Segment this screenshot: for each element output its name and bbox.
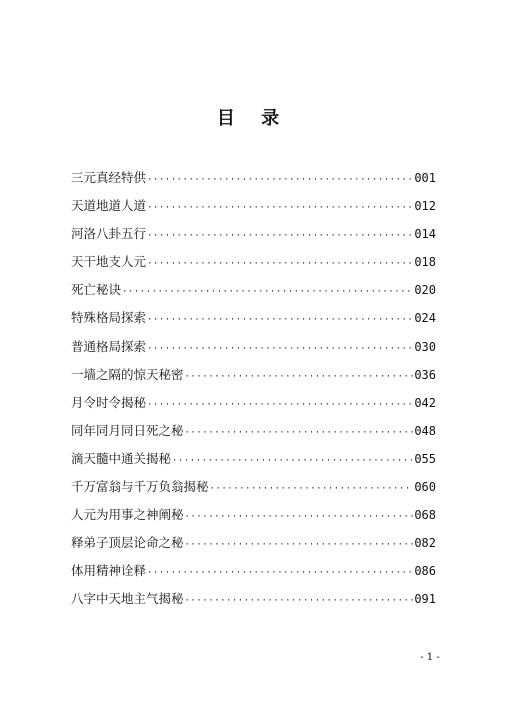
toc-entry[interactable] [71, 505, 436, 533]
toc-leader-dots [147, 175, 413, 185]
toc-entry-page: 055 [414, 451, 436, 466]
page-title: 目 录 [216, 108, 290, 129]
toc-entry[interactable] [71, 393, 436, 421]
toc-entry-page: 014 [414, 227, 436, 242]
toc-leader-dots [185, 540, 414, 550]
toc-entry[interactable] [71, 449, 436, 477]
toc-entry-page: 091 [414, 592, 436, 607]
toc-leader-dots [122, 287, 413, 297]
page-number: - 1 - [420, 652, 440, 663]
toc-entry-title: 特殊格局探索 [71, 310, 147, 326]
toc-entry-title: 一墙之隔的惊天秘密 [71, 366, 184, 382]
toc-entry[interactable] [71, 168, 436, 196]
toc-leader-dots [185, 512, 414, 522]
toc-leader-dots [147, 400, 413, 410]
toc-entry-page: 082 [414, 536, 436, 551]
toc-entry-title: 释弟子顶层论命之秘 [71, 535, 184, 551]
toc-entry-page: 036 [414, 367, 436, 382]
toc-entry-page: 030 [414, 339, 436, 354]
toc-entry[interactable] [71, 224, 436, 252]
toc-entry-title: 千万富翁与千万负翁揭秘 [71, 479, 209, 495]
toc-entry[interactable] [71, 421, 436, 449]
toc-leader-dots [185, 596, 414, 606]
toc-entry-page: 018 [414, 255, 436, 270]
toc-entry-page: 012 [414, 199, 436, 214]
toc-entry-page: 068 [414, 508, 436, 523]
toc-entry-page: 001 [414, 171, 436, 185]
toc-entry-page: 048 [414, 423, 436, 438]
toc-entry-title: 普通格局探索 [71, 338, 147, 354]
toc-entry[interactable] [71, 365, 436, 393]
toc-entry-title: 八字中天地主气揭秘 [71, 591, 184, 607]
toc-entry-title: 死亡秘诀 [71, 282, 122, 298]
toc-leader-dots [147, 203, 413, 213]
toc-leader-dots [147, 231, 413, 241]
toc-entry[interactable] [71, 533, 436, 561]
toc-entry-title: 三元真经特供 [71, 170, 147, 185]
toc-entry-title: 人元为用事之神阐秘 [71, 507, 184, 523]
toc-leader-dots [147, 344, 413, 354]
toc-entry-title: 天道地道人道 [71, 198, 147, 214]
toc-entry-title: 体用精神诠释 [71, 563, 147, 579]
toc-leader-dots [147, 259, 413, 269]
toc-entry-page: 024 [414, 311, 436, 326]
toc-entry[interactable] [71, 252, 436, 280]
toc-entry-page: 042 [414, 395, 436, 410]
table-of-contents [71, 168, 436, 618]
toc-entry-title: 河洛八卦五行 [71, 226, 147, 242]
toc-entry[interactable] [71, 308, 436, 336]
toc-entry[interactable] [71, 280, 436, 308]
toc-entry-page: 086 [414, 564, 436, 579]
toc-entry[interactable] [71, 589, 436, 617]
toc-entry[interactable] [71, 196, 436, 224]
toc-entry[interactable] [71, 477, 436, 505]
toc-entry[interactable] [71, 337, 436, 365]
toc-entry-title: 月令时令揭秘 [71, 394, 147, 410]
toc-entry-page: 060 [414, 480, 436, 495]
toc-leader-dots [147, 315, 413, 325]
toc-leader-dots [210, 484, 414, 494]
toc-entry-title: 天干地支人元 [71, 254, 147, 270]
toc-leader-dots [172, 456, 413, 466]
toc-leader-dots [185, 428, 414, 438]
toc-entry[interactable] [71, 561, 436, 589]
toc-entry-title: 同年同月同日死之秘 [71, 422, 184, 438]
toc-entry-title: 滴天髓中通关揭秘 [71, 450, 172, 466]
toc-entry-page: 020 [414, 283, 436, 298]
toc-leader-dots [147, 568, 413, 578]
toc-leader-dots [185, 372, 414, 382]
